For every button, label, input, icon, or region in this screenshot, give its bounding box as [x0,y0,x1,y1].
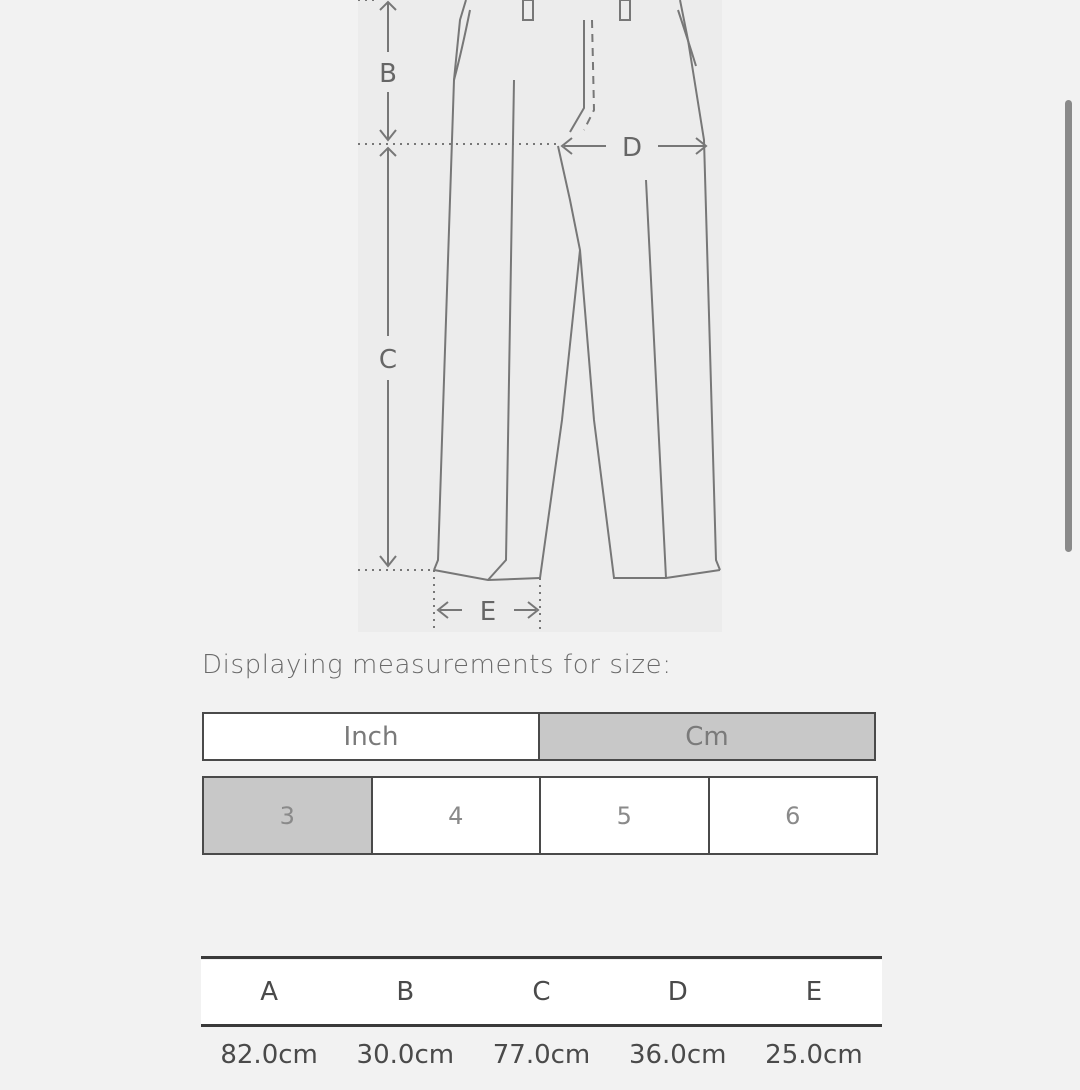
label-d: D [621,133,643,163]
pants-measurement-diagram [358,0,722,632]
unit-cm-button[interactable]: Cm [538,714,874,759]
value-a: 82.0cm [220,1040,318,1070]
value-c: 77.0cm [492,1040,591,1070]
scrollbar-thumb[interactable] [1065,100,1072,552]
header-c: C [532,977,551,1007]
unit-toggle [202,712,876,761]
size-6-button[interactable]: 6 [708,778,877,853]
value-d: 36.0cm [628,1040,727,1070]
label-b: B [379,59,397,89]
size-4-button[interactable]: 4 [371,778,540,853]
unit-inch-button[interactable]: Inch [204,714,538,759]
header-e: E [805,977,823,1007]
size-5-button[interactable]: 5 [539,778,708,853]
table-top-rule [201,956,882,959]
size-3-button[interactable]: 3 [204,778,371,853]
header-d: D [667,977,688,1007]
pants-illustration [358,0,722,632]
measurement-label: Displaying measurements for size: [202,650,672,680]
label-c: C [378,345,398,375]
measurement-table-values [201,1040,882,1090]
table-header-rule [201,1024,882,1027]
label-e: E [479,597,497,627]
measurement-table-header [201,960,882,1024]
value-b: 30.0cm [356,1040,455,1070]
size-selector [202,776,878,855]
header-a: A [260,977,278,1007]
value-e: 25.0cm [765,1040,863,1070]
header-b: B [396,977,415,1007]
